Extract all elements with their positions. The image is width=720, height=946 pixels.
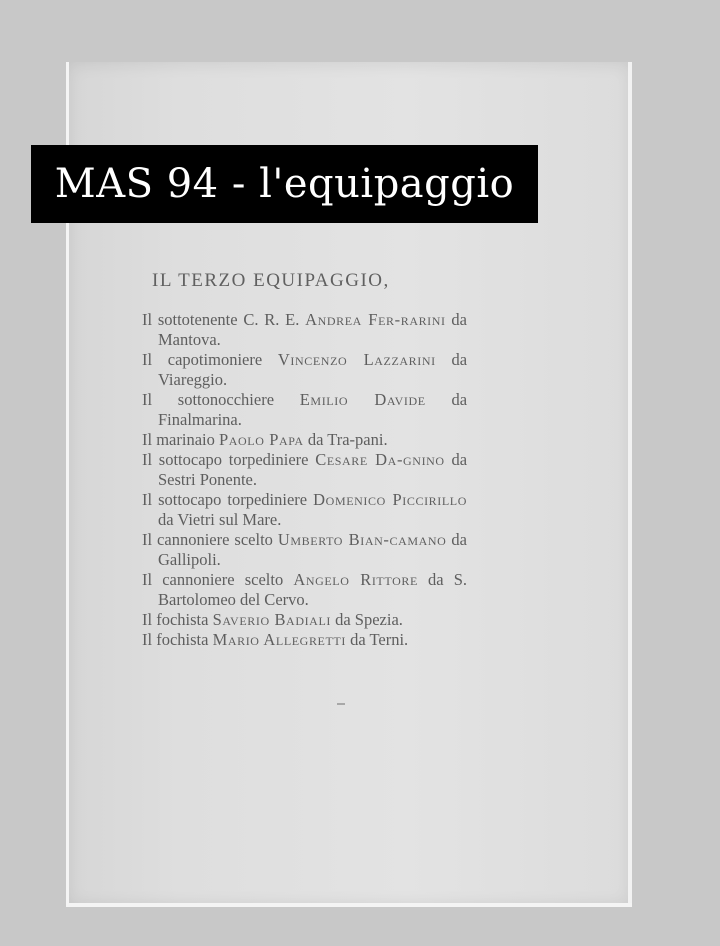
crew-origin: da Spezia.: [335, 610, 403, 629]
page-edge-right: [628, 62, 632, 907]
crew-name: Andrea Fer-rarini: [305, 310, 446, 329]
crew-rank: Il cannoniere scelto: [142, 530, 273, 549]
section-heading: IL TERZO EQUIPAGGIO,: [152, 270, 390, 291]
crew-rank: Il cannoniere scelto: [142, 570, 284, 589]
crew-name: Saverio Badiali: [212, 610, 331, 629]
crew-member: [142, 350, 467, 390]
page-edge-bottom: [66, 903, 632, 907]
crew-rank: Il fochista: [142, 630, 209, 649]
crew-origin: da Tra-pani.: [307, 430, 388, 449]
crew-rank: Il sottocapo torpediniere: [142, 490, 308, 509]
crew-name: Domenico Piccirillo: [313, 490, 468, 509]
crew-member: [142, 530, 467, 570]
crew-member: [142, 570, 467, 610]
banner-title: MAS 94 - l'equipaggio: [54, 161, 515, 207]
crew-list: [142, 310, 467, 650]
crew-origin: da Gallipoli.: [158, 530, 467, 569]
crew-rank: Il sottonocchiere: [142, 390, 275, 409]
crew-rank: Il sottocapo torpediniere: [142, 450, 309, 469]
crew-origin: da Sestri Ponente.: [158, 450, 468, 489]
crew-origin: da Viareggio.: [158, 350, 468, 389]
crew-name: Cesare Da-gnino: [315, 450, 445, 469]
crew-name: Vincenzo Lazzarini: [277, 350, 436, 369]
crew-name: Paolo Papa: [218, 430, 304, 449]
crew-origin: da S. Bartolomeo del Cervo.: [158, 570, 467, 609]
crew-member: [142, 390, 467, 430]
crew-rank: Il marinaio: [142, 430, 215, 449]
crew-member: [142, 490, 467, 530]
crew-origin: da Terni.: [350, 630, 409, 649]
crew-name: Mario Allegretti: [212, 630, 346, 649]
crew-rank: Il fochista: [142, 610, 209, 629]
crew-name: Umberto Bian-camano: [277, 530, 447, 549]
page-mark: [337, 703, 345, 705]
crew-name: Emilio Davide: [299, 390, 426, 409]
crew-name: Angelo Rittore: [293, 570, 418, 589]
crew-member: [142, 630, 467, 650]
crew-origin: da Finalmarina.: [158, 390, 468, 429]
crew-rank: Il capotimoniere: [142, 350, 263, 369]
title-banner: [31, 145, 538, 223]
crew-member: [142, 430, 467, 450]
crew-member: [142, 310, 467, 350]
crew-member: [142, 450, 467, 490]
crew-origin: da Vietri sul Mare.: [158, 510, 282, 529]
crew-member: [142, 610, 467, 630]
crew-origin: da Mantova.: [158, 310, 467, 349]
crew-rank: Il sottotenente C. R. E.: [142, 310, 300, 329]
